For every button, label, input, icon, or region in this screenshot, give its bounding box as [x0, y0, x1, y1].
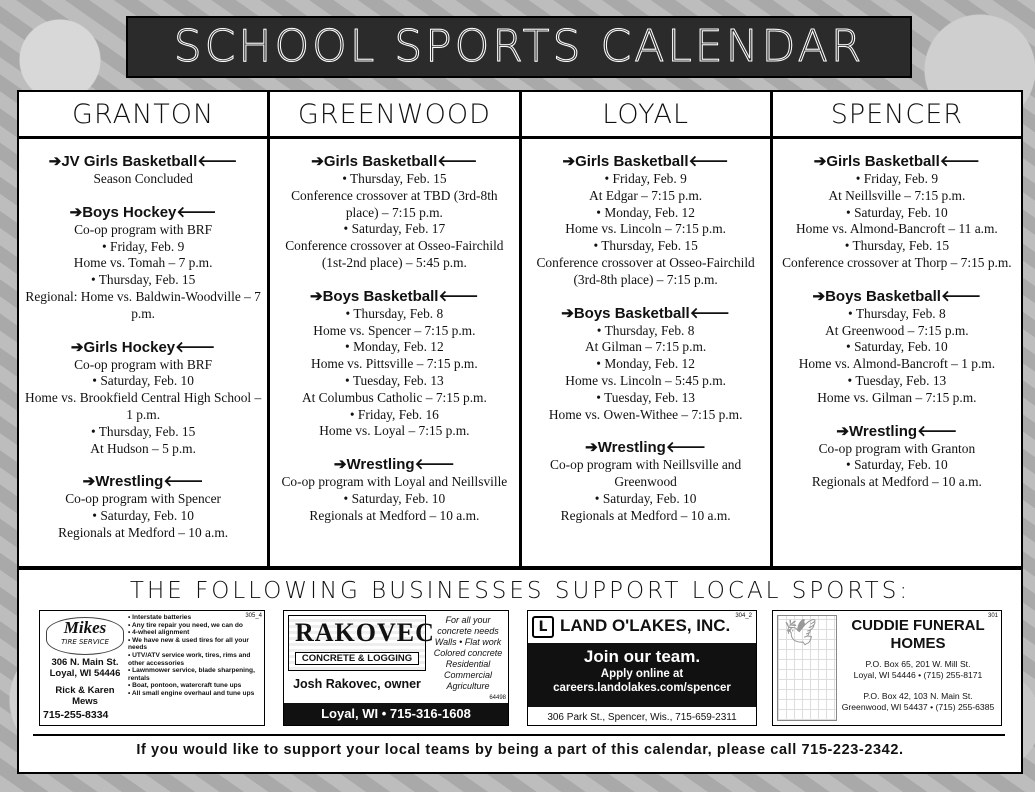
cuddie-loyal-address	[835, 659, 1001, 680]
landolakes-join: Join our team.	[583, 647, 701, 666]
schedule-line: • Saturday, Feb. 10	[846, 204, 948, 220]
mikes-phone: 715-255-8334	[43, 709, 109, 721]
arrow-left-icon: 🡐	[175, 338, 216, 356]
landolakes-header	[528, 611, 756, 643]
sport-section	[779, 423, 1015, 491]
column-heading: GRANTON	[19, 92, 267, 139]
sport-title-text: Girls Hockey	[83, 338, 176, 356]
calendar-board	[17, 90, 1023, 568]
schedule-line: Home vs. Almond-Bancroft – 1 p.m.	[798, 356, 996, 372]
schedule-line: At Gilman – 7:15 p.m.	[584, 339, 707, 355]
landolakes-apply: Apply online at	[600, 668, 684, 680]
schedule-line: • Thursday, Feb. 15	[90, 423, 196, 439]
schedule-line: Regionals at Medford – 10 a.m.	[560, 507, 731, 523]
landolakes-address: 306 Park St., Spencer, Wis., 715-659-2311	[547, 712, 737, 723]
arrow-left-icon: 🡐	[917, 422, 958, 440]
schedule-line: • Monday, Feb. 12	[345, 339, 444, 355]
schedule-line: • Friday, Feb. 9	[604, 171, 687, 186]
sport-title-text: Wrestling	[346, 456, 415, 474]
landolakes-logo-icon: L	[532, 616, 554, 638]
sport-title	[276, 456, 512, 474]
mikes-address	[44, 657, 126, 679]
arrow-right-icon: ➔	[82, 473, 96, 491]
arrow-right-icon: ➔	[333, 456, 347, 474]
column-granton	[19, 92, 270, 566]
schedule-line: Co-op program with BRF	[74, 221, 213, 237]
schedule-line: Home vs. Loyal – 7:15 p.m.	[319, 423, 470, 439]
schedule-line: Co-op program with Granton	[818, 440, 976, 456]
schedule-line: Home vs. Brookfield Central High School – 1 p.m.	[25, 390, 262, 422]
arrow-left-icon: 🡐	[940, 287, 982, 305]
mikes-service-item: • Lawnmower service, blade sharpening, rentals	[128, 667, 258, 682]
mikes-owners: Rick & Karen Mews	[55, 685, 115, 707]
column-loyal	[522, 92, 773, 566]
ad-mikes-tire	[39, 610, 265, 726]
arrow-right-icon: ➔	[310, 287, 323, 305]
arrow-left-icon: 🡐	[438, 287, 479, 305]
rakovec-contact-bar: Loyal, WI • 715-316-1608	[284, 703, 508, 725]
support-heading: THE FOLLOWING BUSINESSES SUPPORT LOCAL SPORTS:	[129, 578, 911, 604]
mikes-subtitle: TIRE SERVICE	[61, 638, 109, 646]
rakovec-service-item: Walls • Flat work	[434, 637, 502, 647]
ad-cuddie-funeral-homes	[772, 610, 1002, 726]
schedule-line: • Friday, Feb. 9	[101, 238, 185, 254]
sport-title-text: Wrestling	[95, 473, 164, 491]
column-body	[270, 139, 518, 541]
schedule-line: • Thursday, Feb. 15	[593, 238, 698, 254]
landolakes-banner	[528, 643, 756, 707]
sport-title	[25, 473, 261, 491]
cuddie-title: CUDDIE FUNERAL HOMES	[851, 617, 985, 652]
cuddie-greenwood-line2: Greenwood, WI 54437 • (715) 255-6385	[841, 701, 995, 712]
schedule-line: • Saturday, Feb. 10	[594, 490, 697, 506]
schedule-line: • Thursday, Feb. 8	[848, 305, 946, 321]
column-body	[522, 139, 770, 541]
schedule-line: • Saturday, Feb. 10	[846, 339, 948, 355]
schedule-line: Home vs. Gilman – 7:15 p.m.	[817, 389, 977, 405]
arrow-right-icon: ➔	[812, 287, 826, 305]
schedule-line: Conference crossover at Osseo-Fairchild (1st-2nd place) – 5:45 p.m.	[285, 238, 504, 270]
schedule-line: • Friday, Feb. 9	[855, 171, 939, 186]
sport-section	[276, 456, 512, 524]
ad-land-o-lakes	[527, 610, 757, 726]
column-spencer	[773, 92, 1021, 566]
arrow-left-icon: 🡐	[939, 153, 980, 170]
arrow-left-icon: 🡐	[197, 153, 238, 170]
schedule-line: Co-op program with BRF	[74, 356, 213, 372]
mikes-service-item: • We have new & used tires for all your needs	[128, 637, 258, 652]
sport-title	[25, 339, 261, 357]
mikes-services-list	[128, 614, 258, 698]
landolakes-url: careers.landolakes.com/spencer	[553, 682, 731, 694]
sport-title	[528, 305, 764, 323]
rakovec-service-item: For all your concrete needs	[437, 615, 499, 636]
mikes-service-item: • 4-wheel alignment	[128, 629, 258, 637]
sport-title-text: Girls Basketball	[575, 153, 689, 170]
schedule-line: Home vs. Spencer – 7:15 p.m.	[313, 322, 476, 338]
schedule-line: Home vs. Pittsville – 7:15 p.m.	[311, 356, 478, 372]
rakovec-service-item: Commercial	[443, 670, 492, 680]
sport-title	[276, 288, 512, 306]
sport-title	[276, 153, 512, 171]
cuddie-loyal-line1: P.O. Box 65, 201 W. Mill St.	[865, 659, 971, 669]
mikes-address-line1: 306 N. Main St.	[51, 657, 119, 668]
schedule-line: • Thursday, Feb. 8	[345, 305, 444, 321]
schedule-line: Home vs. Owen-Withee – 7:15 p.m.	[548, 406, 743, 422]
rakovec-subtitle: CONCRETE & LOGGING	[295, 652, 419, 665]
sport-title-text: Girls Basketball	[323, 153, 438, 170]
arrow-left-icon: 🡐	[688, 153, 729, 170]
sport-title	[779, 288, 1015, 306]
schedule-line: Conference crossover at TBD (3rd-8th place) – 7:15 p.m.	[291, 187, 498, 220]
sport-title	[779, 153, 1015, 171]
ad-rakovec	[283, 610, 509, 726]
mikes-address-line2: Loyal, WI 54446	[49, 668, 121, 679]
sport-title	[528, 153, 764, 171]
schedule-line: Co-op program with Loyal and Neillsville	[281, 474, 508, 490]
schedule-line: Regionals at Medford – 10 a.m.	[811, 474, 982, 490]
schedule-line: • Saturday, Feb. 10	[846, 457, 948, 473]
schedule-line: • Saturday, Feb. 10	[92, 508, 194, 524]
rakovec-services	[432, 615, 504, 692]
schedule-line: Conference crossover at Osseo-Fairchild (3rd-8th place) – 7:15 p.m.	[536, 254, 755, 287]
schedule-line: Home vs. Lincoln – 5:45 p.m.	[565, 372, 726, 388]
schedule-line: Regionals at Medford – 10 a.m.	[309, 507, 480, 523]
schedule-line: • Thursday, Feb. 15	[90, 272, 196, 288]
arrow-right-icon: ➔	[813, 153, 827, 170]
arrow-right-icon: ➔	[70, 338, 84, 356]
sport-section	[276, 288, 512, 440]
column-heading: SPENCER	[773, 92, 1021, 139]
rakovec-service-item: Agriculture	[446, 681, 490, 691]
schedule-line: • Tuesday, Feb. 13	[596, 389, 695, 405]
sponsors-panel	[17, 568, 1023, 774]
cuddie-ad-code: 301	[987, 613, 998, 619]
sport-section	[25, 204, 261, 323]
schedule-line: • Tuesday, Feb. 13	[345, 372, 444, 388]
schedule-line: • Thursday, Feb. 15	[342, 171, 447, 186]
schedule-line: At Columbus Catholic – 7:15 p.m.	[301, 389, 487, 405]
schedule-line: Season Concluded	[93, 171, 193, 186]
sport-title-text: Wrestling	[597, 439, 666, 457]
column-heading: GREENWOOD	[270, 92, 518, 139]
mikes-name: Mikes	[63, 618, 107, 637]
mikes-service-item: • Interstate batteries	[128, 614, 258, 622]
sport-section	[25, 153, 261, 188]
page-title: SCHOOL SPORTS CALENDAR	[126, 16, 912, 78]
cuddie-greenwood-address	[835, 691, 1001, 712]
rakovec-service-item: Colored concrete	[433, 648, 503, 658]
mikes-service-item: • All small engine overhaul and tune ups	[128, 690, 258, 698]
rakovec-owner: Josh Rakovec, owner	[293, 677, 421, 691]
landolakes-ad-code: 304_2	[735, 613, 752, 619]
mikes-logo	[46, 617, 124, 655]
column-heading: LOYAL	[522, 92, 770, 139]
rakovec-service-item: Residential	[445, 659, 491, 669]
schedule-line: Home vs. Tomah – 7 p.m.	[73, 255, 213, 271]
sport-title-text: JV Girls Basketball	[61, 153, 198, 170]
sport-title-text: Boys Basketball	[322, 287, 439, 305]
sport-title-text: Boys Hockey	[82, 203, 177, 221]
arrow-right-icon: ➔	[48, 153, 62, 170]
column-body	[19, 139, 267, 558]
arrow-right-icon: ➔	[562, 153, 576, 170]
schedule-line: Regional: Home vs. Baldwin-Woodville – 7 p.m.	[25, 288, 261, 321]
mikes-service-item: • Boat, pontoon, watercraft tune ups	[128, 682, 258, 690]
schedule-line: At Edgar – 7:15 p.m.	[589, 187, 703, 203]
column-greenwood	[270, 92, 521, 566]
cuddie-loyal-line2: Loyal, WI 54446 • (715) 255-8171	[853, 669, 983, 680]
schedule-line: • Monday, Feb. 12	[596, 356, 695, 372]
footer-call-to-action: If you would like to support your local teams by being a part of this calendar, please call 715-223-2342.	[136, 742, 904, 758]
sport-title-text: Wrestling	[849, 422, 918, 440]
dove-icon: 🕊	[784, 618, 818, 648]
sport-section	[528, 153, 764, 289]
arrow-right-icon: ➔	[311, 153, 324, 170]
mikes-ad-code: 305_4	[245, 613, 262, 619]
schedule-line: Co-op program with Neillsville and Greenwood	[550, 457, 742, 490]
landolakes-name: LAND O'LAKES, INC.	[560, 616, 731, 635]
schedule-line: Home vs. Almond-Bancroft – 11 a.m.	[795, 221, 998, 237]
schedule-line: • Thursday, Feb. 8	[596, 322, 695, 338]
arrow-left-icon: 🡐	[414, 456, 455, 474]
schedule-line: Conference crossover at Thorp – 7:15 p.m.	[782, 254, 1012, 270]
schedule-line: • Monday, Feb. 12	[596, 204, 695, 220]
schedule-line: At Neillsville – 7:15 p.m.	[828, 187, 966, 203]
sport-title	[528, 439, 764, 457]
arrow-right-icon: ➔	[836, 422, 849, 440]
sport-title-text: Boys Basketball	[825, 287, 941, 305]
sport-title	[25, 153, 261, 171]
sport-title-text: Boys Basketball	[573, 304, 690, 322]
schedule-line: • Saturday, Feb. 10	[92, 373, 194, 389]
sport-title	[779, 423, 1015, 441]
arrow-left-icon: 🡐	[437, 153, 478, 170]
schedule-line: At Hudson – 5 p.m.	[90, 440, 196, 456]
sport-section	[25, 473, 261, 541]
sport-section	[779, 288, 1015, 407]
sport-title	[25, 204, 261, 222]
mikes-service-item: • UTV/ATV service work, tires, rims and other accessories	[128, 652, 258, 667]
sport-title-text: Girls Basketball	[826, 153, 940, 170]
arrow-left-icon: 🡐	[689, 304, 730, 322]
schedule-line: At Greenwood – 7:15 p.m.	[825, 322, 969, 338]
schedule-line: • Tuesday, Feb. 13	[847, 372, 947, 388]
arrow-right-icon: ➔	[585, 439, 598, 457]
column-body	[773, 139, 1021, 507]
schedule-line: • Friday, Feb. 16	[349, 406, 439, 422]
sport-section	[528, 439, 764, 524]
sport-section	[276, 153, 512, 272]
arrow-right-icon: ➔	[561, 304, 574, 322]
schedule-line: • Thursday, Feb. 15	[844, 238, 950, 254]
cuddie-greenwood-line1: P.O. Box 42, 103 N. Main St.	[863, 691, 973, 701]
rakovec-ad-code: 64498	[489, 695, 506, 701]
sport-section	[25, 339, 261, 458]
rakovec-logo	[288, 615, 435, 671]
schedule-line: Home vs. Lincoln – 7:15 p.m.	[565, 221, 726, 237]
schedule-line: • Saturday, Feb. 17	[343, 221, 446, 237]
schedule-line: • Saturday, Feb. 10	[343, 490, 446, 506]
schedule-line: Regionals at Medford – 10 a.m.	[58, 524, 229, 540]
sport-section	[779, 153, 1015, 272]
mikes-service-item: • Any tire repair you need, we can do	[128, 622, 258, 630]
schedule-line: Co-op program with Spencer	[65, 491, 222, 507]
arrow-left-icon: 🡐	[176, 203, 217, 221]
rakovec-name: RAKOVEC	[295, 618, 435, 647]
footer-divider	[33, 734, 1005, 736]
stained-glass-window-icon	[777, 615, 837, 721]
arrow-right-icon: ➔	[69, 203, 83, 221]
arrow-left-icon: 🡐	[665, 439, 707, 457]
arrow-left-icon: 🡐	[163, 473, 204, 491]
sport-section	[528, 305, 764, 424]
